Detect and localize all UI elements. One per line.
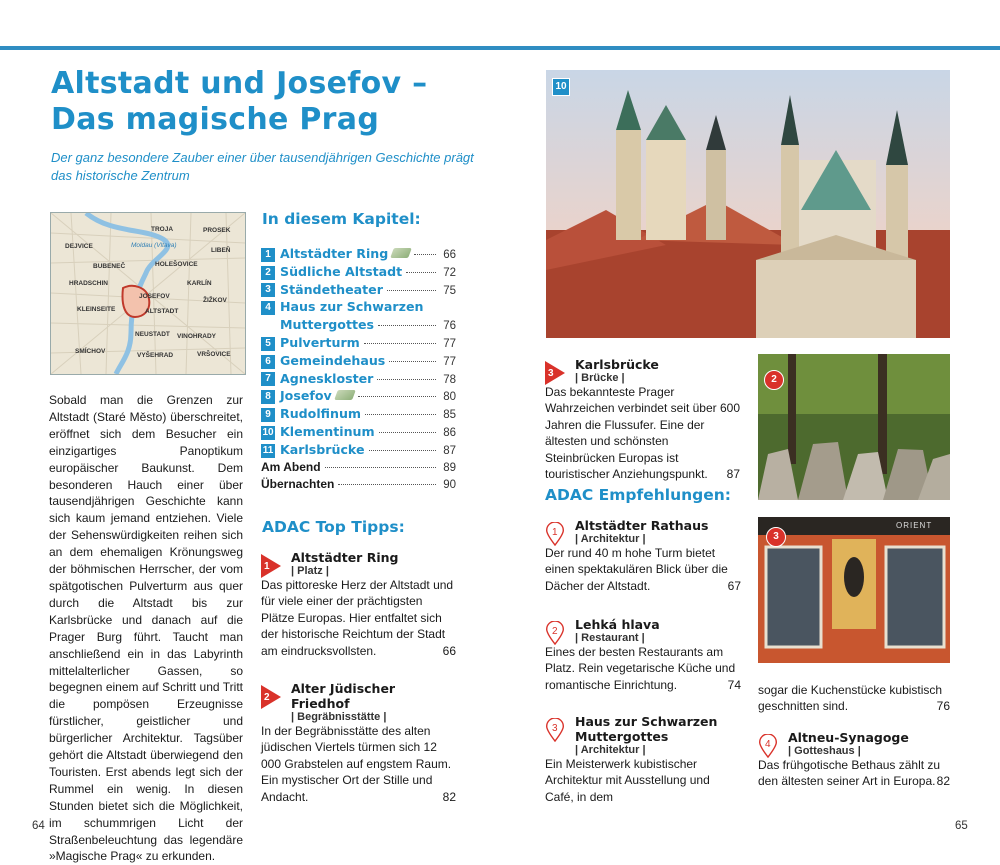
prague-skyline-photo (546, 70, 950, 338)
map-label: PROSEK (203, 227, 231, 234)
toc-item[interactable]: 11 Karlsbrücke 87 (262, 441, 456, 457)
cubist-house-photo: ORIENT 3 (758, 517, 950, 663)
toc-item[interactable]: 3 Ständetheater 75 (261, 282, 456, 300)
empfehlung-item: 3 Haus zur Schwarzen Muttergottes | Architektur | Ein Meisterwerk kubistischer Architektur mit Ausstellung und Café, in dem (545, 714, 718, 804)
toc-item[interactable]: 5 Pulverturm 77 (261, 335, 456, 353)
map-label: LIBEŇ (211, 247, 231, 254)
map-label: BUBENEČ (93, 263, 126, 270)
map-label: KLEINSEITE (77, 306, 116, 313)
toc-item[interactable]: 8 Josefov 80 (261, 388, 456, 406)
photo-marker-badge: 2 (764, 370, 784, 390)
wing-icon (334, 390, 356, 400)
toc-item[interactable]: 6 Gemeindehaus 77 (261, 353, 456, 371)
district-map (50, 212, 246, 375)
top-tipp-item: 3 Karlsbrücke | Brücke | Das bekannteste Prager Wahrzeichen verbindet seit über 600 Jahren die Flussufer. Eine der ältesten und schönsten Steinbrücken Europas ist touristischer Anziehungspunkt. 87 (545, 357, 740, 482)
photo-number-badge: 10 (552, 78, 570, 96)
map-label: KARLÍN (187, 280, 212, 287)
chapter-subtitle: Der ganz besondere Zauber einer über tausendjährigen Geschichte prägt das historische Zentrum (51, 150, 474, 183)
toc-item[interactable]: 7 Agneskloster 78 (261, 371, 456, 389)
top-tipp-item: 2 Alter Jüdischer Friedhof | Begräbnisstätte | In der Begräbnisstätte des alten jüdischen Viertels türmen sich 12 000 Grabstelen auf engstem Raum. Ein mystischer Ort der Stille und Andacht. 82 (261, 681, 456, 804)
map-label: DEJVICE (65, 243, 93, 250)
photo-marker-badge: 3 (766, 527, 786, 547)
map-label: ŽIŽKOV (203, 297, 227, 304)
toc-item[interactable]: Am Abend 89 (261, 459, 456, 474)
toc-item[interactable]: Übernachten 90 (261, 477, 456, 492)
map-label: HRADSCHIN (69, 280, 108, 287)
top-tipps-heading: ADAC Top Tipps: (262, 518, 405, 536)
toc-item[interactable]: 4 Haus zur Schwarzen (261, 299, 456, 317)
toc-item[interactable]: 10 Klementinum 86 (262, 423, 456, 439)
empfehlungen-heading: ADAC Empfehlungen: (545, 486, 731, 504)
toc-item[interactable]: 1 Altstädter Ring 66 (261, 246, 456, 264)
map-label: HOLEŠOVICE (155, 261, 198, 268)
map-label: NEUSTADT (135, 331, 170, 338)
toc-heading: In diesem Kapitel: (262, 210, 421, 228)
map-label: VYŠEHRAD (137, 352, 174, 359)
empfehlung-item: 2 Lehká hlava | Restaurant | Eines der besten Restaurants am Platz. Rein vegetarische Küche und romantische Einrichtung. 74 (545, 617, 741, 692)
chapter-title: Altstadt und Josefov – Das magische Prag (51, 66, 428, 137)
top-rule (0, 46, 1000, 50)
map-label: VRŠOVICE (197, 351, 231, 358)
map-label: VINOHRADY (177, 333, 217, 340)
empfehlung-item: 4 Altneu-Synagoge | Gotteshaus | Das frühgotische Bethaus zählt zu den ältesten seiner Art in Europa. 82 (758, 730, 950, 789)
intro-text: Sobald man die Grenzen zur Altstadt (Staré Město) überschreitet, eröffnet sich dem Besucher ein einzigartiges Panoptikum europäischer Baukunst. Dem besonderen Hauch einer über tausendjährigen Geschichte kann sich kaum jemand entziehen. Viele der Sehenswürdigkeiten reihen sich an dem ehemaligen Krönungsweg der böhmischen Herrscher, der vom spätgotischen Pulverturm aus quer durch die Altstadt bis zur Karlsbrücke und danach auf die Prager Burg führt. Taucht man anschließend ein in das Labyrinth mittelalterlicher Gassen, so begegnen einem auf Schritt und Tritt die pompösen Erzeugnisse fürstlicher, geistlicher und bürgerlicher Architektur. Tagsüber gehört die Altstadt überwiegend den Touristen. Erst abends legt sich der Rummel ein wenig. In diesen Stunden bietet sich die Möglichkeit, im schummrigen Licht der Straßenbeleuchtung das legendäre »Magische Prag« zu erkunden. (49, 393, 243, 864)
toc-list (261, 246, 456, 495)
map-label: ALTSTADT (145, 308, 179, 315)
page-number-right: 65 (955, 820, 968, 832)
toc-item[interactable]: 9 Rudolfinum 85 (261, 406, 456, 424)
empfehlung-item: 1 Altstädter Rathaus | Architektur | Der rund 40 m hohe Turm bietet einen spektakulären Blick über die Dächer der Altstadt. 67 (545, 518, 741, 593)
cemetery-photo (758, 354, 950, 500)
continued-text: sogar die Kuchenstücke kubistisch geschnitten sind. 76 (758, 683, 950, 714)
top-tipp-item: 1 Altstädter Ring | Platz | Das pittoreske Herz der Altstadt und für viele einer der prächtigsten Plätze Europas. Hier entfaltet sich der historische Reichtum der Stadt am eindrucksvollsten. 66 (261, 550, 456, 658)
map-label: Moldau (Vltava) (131, 242, 177, 249)
map-label: JOSEFOV (139, 293, 170, 300)
map-label: SMÍCHOV (75, 348, 106, 355)
toc-item[interactable]: 2 Südliche Altstadt 72 (261, 264, 456, 282)
map-label: TROJA (151, 226, 174, 233)
toc-item-cont[interactable]: Muttergottes 76 (280, 317, 456, 333)
page-number-left: 64 (32, 820, 45, 832)
wing-icon (390, 248, 412, 258)
